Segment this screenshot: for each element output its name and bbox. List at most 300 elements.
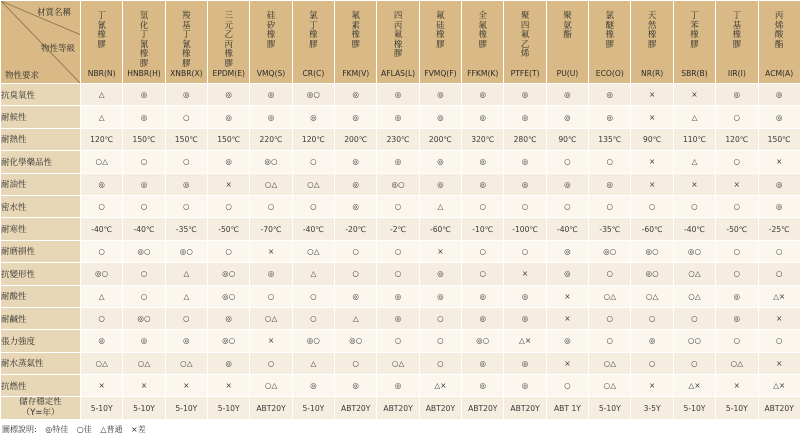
table-cell: ◎○ (208, 285, 250, 307)
table-cell: ○ (546, 195, 588, 217)
table-cell: ○ (462, 263, 504, 285)
column-header (589, 1, 631, 84)
table-cell: ◎ (335, 375, 377, 397)
table-cell: × (673, 84, 715, 106)
table-cell: ABT20Y (335, 397, 377, 420)
table-cell: ○ (462, 240, 504, 262)
table-cell: ◎ (589, 173, 631, 195)
table-cell: △× (673, 375, 715, 397)
table-cell: ○△ (250, 307, 292, 329)
table-cell: ◎ (335, 151, 377, 173)
table-cell: 200℃ (419, 128, 461, 150)
table-cell: ◎ (81, 173, 123, 195)
table-cell: ◎ (758, 195, 800, 217)
table-cell: ◎○ (631, 263, 673, 285)
table-cell: ◎○ (208, 330, 250, 352)
table-cell: ◎○ (462, 330, 504, 352)
table-cell: 120℃ (292, 128, 334, 150)
table-cell: ○ (589, 307, 631, 329)
table-cell: ○△ (123, 352, 165, 374)
table-cell: ◎ (335, 84, 377, 106)
table-cell: ○ (419, 330, 461, 352)
column-header (462, 1, 504, 84)
table-cell: ◎ (716, 307, 758, 329)
column-code: PTFE(T) (510, 69, 540, 78)
table-cell: ◎ (419, 151, 461, 173)
table-cell: ◎○ (81, 263, 123, 285)
table-cell: × (673, 173, 715, 195)
table-cell: ◎ (504, 84, 546, 106)
table-cell: ◎○ (673, 240, 715, 262)
table-cell: △ (673, 106, 715, 128)
column-name: 氯 丁 橡 膠 (309, 11, 318, 50)
column-code: CR(C) (302, 69, 325, 78)
column-header (208, 1, 250, 84)
table-cell: ◎ (462, 307, 504, 329)
table-cell: ◎ (123, 106, 165, 128)
column-name: 羧 基 丁 氰 橡 膠 (182, 11, 191, 69)
table-cell: ABT20Y (377, 397, 419, 420)
table-cell: ○○ (673, 330, 715, 352)
table-cell: ○△ (631, 285, 673, 307)
table-cell: ○ (377, 240, 419, 262)
table-cell: × (546, 307, 588, 329)
column-name: 全 氟 橡 膠 (478, 11, 488, 50)
table-row (1, 173, 800, 195)
table-cell: × (165, 375, 207, 397)
table-cell: △ (419, 195, 461, 217)
table-cell: ◎ (165, 84, 207, 106)
table-cell: ABT20Y (462, 397, 504, 420)
table-cell: ◎ (504, 375, 546, 397)
column-code: HNBR(H) (127, 69, 161, 78)
column-name: 丁 氰 橡 膠 (97, 11, 106, 50)
table-cell: ◎ (250, 263, 292, 285)
table-cell: -100℃ (504, 218, 546, 240)
table-row (1, 128, 800, 150)
column-name: 硅 矽 橡 膠 (266, 11, 276, 50)
column-header (716, 1, 758, 84)
table-cell: × (81, 375, 123, 397)
column-header (335, 1, 377, 84)
table-cell: △ (165, 285, 207, 307)
table-cell: × (631, 173, 673, 195)
table-cell: ○△ (292, 173, 334, 195)
table-cell: ○ (589, 330, 631, 352)
table-cell: ○ (673, 195, 715, 217)
table-cell: ◎○ (123, 307, 165, 329)
table-cell: × (546, 285, 588, 307)
table-cell: ○ (589, 195, 631, 217)
table-cell: × (631, 151, 673, 173)
table-cell: △ (81, 106, 123, 128)
column-name: 氯 醚 橡 膠 (605, 11, 615, 50)
row-label: 耐酸性 (1, 285, 81, 307)
table-cell: -40℃ (81, 218, 123, 240)
table-cell: × (631, 375, 673, 397)
table-cell: × (123, 375, 165, 397)
column-code: NR(R) (641, 69, 664, 78)
table-cell: ◎ (758, 173, 800, 195)
table-cell: 150℃ (165, 128, 207, 150)
table-cell: ○△ (673, 263, 715, 285)
table-cell: -60℃ (631, 218, 673, 240)
table-cell: × (419, 240, 461, 262)
table-cell: ○ (123, 151, 165, 173)
table-cell: -40℃ (546, 218, 588, 240)
corner-properties-label: 物性要求 (5, 71, 40, 81)
table-cell: × (716, 173, 758, 195)
header-row (1, 1, 800, 84)
table-cell: ○ (292, 195, 334, 217)
legend (2, 424, 152, 435)
table-cell: ○ (673, 307, 715, 329)
table-cell: ○ (716, 151, 758, 173)
table-cell: △× (504, 330, 546, 352)
table-cell: 90℃ (546, 128, 588, 150)
column-code: VMQ(S) (256, 69, 286, 78)
table-cell: ◎ (462, 84, 504, 106)
table-cell: ABT 1Y (546, 397, 588, 420)
table-cell: ◎ (208, 151, 250, 173)
column-header (419, 1, 461, 84)
row-label: 抗燃性 (1, 375, 81, 397)
table-cell: ◎ (123, 173, 165, 195)
table-cell: ○ (250, 352, 292, 374)
table-cell: × (631, 84, 673, 106)
column-code: NBR(N) (87, 69, 116, 78)
table-cell: × (504, 263, 546, 285)
column-header (631, 1, 673, 84)
table-cell: ○ (123, 195, 165, 217)
table-cell: 5-10Y (589, 397, 631, 420)
column-code: EPDM(E) (212, 69, 245, 78)
table-cell: ◎ (123, 84, 165, 106)
table-cell: ◎ (292, 106, 334, 128)
table-cell: 120℃ (81, 128, 123, 150)
table-cell: ◎○ (292, 84, 334, 106)
row-label: 耐化學藥品性 (1, 151, 81, 173)
table-cell: 320℃ (462, 128, 504, 150)
row-label: 儲存穩定性 （Y=年） (1, 397, 81, 420)
table-cell: ○ (335, 352, 377, 374)
legend-item-poor: ×差 (131, 425, 146, 434)
table-cell: ◎ (631, 330, 673, 352)
table-cell: ○△ (673, 285, 715, 307)
table-cell: -40℃ (673, 218, 715, 240)
table-cell: ◎○ (208, 263, 250, 285)
table-cell: ○ (165, 151, 207, 173)
table-cell: ○ (546, 375, 588, 397)
table-cell: ◎ (419, 285, 461, 307)
table-cell: ○△ (589, 352, 631, 374)
table-cell: ◎ (462, 106, 504, 128)
table-cell: ○ (546, 151, 588, 173)
column-name: 丁 基 橡 膠 (732, 11, 742, 50)
table-cell: 5-10Y (123, 397, 165, 420)
table-cell: ○△ (81, 352, 123, 374)
row-label: 抗臭氧性 (1, 84, 81, 106)
table-cell: ◎○ (292, 330, 334, 352)
table-cell: ◎ (504, 307, 546, 329)
row-label: 張力強度 (1, 330, 81, 352)
table-cell: ◎○ (165, 240, 207, 262)
table-cell: ◎ (758, 84, 800, 106)
table-cell: ABT20Y (504, 397, 546, 420)
table-cell: -50℃ (716, 218, 758, 240)
table-cell: ◎ (335, 106, 377, 128)
table-cell: ◎ (81, 330, 123, 352)
legend-item-excellent: ◎特佳 (45, 425, 69, 434)
table-cell: ◎ (504, 173, 546, 195)
corner-cell (1, 1, 81, 84)
table-cell: ◎ (546, 240, 588, 262)
table-cell: ○ (335, 263, 377, 285)
table-cell: ◎ (504, 106, 546, 128)
row-label: 抗變形性 (1, 263, 81, 285)
table-cell: ◎ (419, 106, 461, 128)
corner-grade-label: 物性等級 (41, 44, 76, 54)
table-cell: △ (165, 263, 207, 285)
table-cell: ◎ (208, 106, 250, 128)
table-cell: ○ (292, 151, 334, 173)
table-cell: 3-5Y (631, 397, 673, 420)
table-cell: ○ (631, 352, 673, 374)
table-cell: ○ (165, 106, 207, 128)
table-cell: ◎ (165, 173, 207, 195)
column-code: ECO(O) (595, 69, 624, 78)
table-cell: ◎ (419, 84, 461, 106)
table-cell: ◎ (292, 375, 334, 397)
row-label: 耐磨損性 (1, 240, 81, 262)
table-cell: ○ (377, 263, 419, 285)
table-cell: ◎ (546, 84, 588, 106)
table-cell: ◎ (377, 151, 419, 173)
table-cell: 150℃ (123, 128, 165, 150)
column-header (377, 1, 419, 84)
table-cell: ◎○ (589, 240, 631, 262)
table-cell: ◎ (335, 173, 377, 195)
row-label: 耐水蒸氣性 (1, 352, 81, 374)
table-row (1, 84, 800, 106)
column-header (673, 1, 715, 84)
table-cell: ○ (631, 307, 673, 329)
table-row (1, 397, 800, 420)
column-code: AFLAS(L) (381, 69, 416, 78)
table-cell: ○ (123, 285, 165, 307)
table-cell: ◎ (462, 151, 504, 173)
table-cell: ○ (716, 106, 758, 128)
table-cell: ◎ (758, 106, 800, 128)
table-cell: △ (81, 84, 123, 106)
row-label: 耐熱性 (1, 128, 81, 150)
table-cell: ○△ (81, 151, 123, 173)
row-label: 耐鹹性 (1, 307, 81, 329)
table-cell: ○△ (377, 352, 419, 374)
table-cell: ◎○ (631, 240, 673, 262)
table-cell: ◎ (377, 375, 419, 397)
table-cell: ○ (250, 195, 292, 217)
table-cell: △ (81, 285, 123, 307)
table-cell: ◎ (377, 307, 419, 329)
table-cell: ◎ (504, 352, 546, 374)
table-cell: 5-10Y (716, 397, 758, 420)
table-cell: 200℃ (335, 128, 377, 150)
table-cell: ○ (589, 263, 631, 285)
table-cell: ◎○ (377, 173, 419, 195)
legend-title: 圖標說明: (2, 425, 37, 434)
table-cell: × (546, 352, 588, 374)
table-cell: ○ (716, 240, 758, 262)
table-cell: -35℃ (165, 218, 207, 240)
table-cell: -70℃ (250, 218, 292, 240)
table-row (1, 218, 800, 240)
table-cell: 135℃ (589, 128, 631, 150)
table-cell: ◎ (165, 330, 207, 352)
table-cell: 5-10Y (292, 397, 334, 420)
table-cell: × (250, 240, 292, 262)
table-cell: ○ (758, 330, 800, 352)
table-cell: ◎ (546, 263, 588, 285)
table-cell: ◎ (589, 84, 631, 106)
table-cell: × (758, 151, 800, 173)
table-cell: ○ (504, 195, 546, 217)
column-name: 聚 氨 酯 (563, 11, 572, 41)
table-row (1, 352, 800, 374)
table-cell: ◎ (462, 173, 504, 195)
column-name: 三 元 乙 丙 橡 膠 (224, 11, 233, 69)
table-cell: ○ (250, 285, 292, 307)
table-cell: ○ (208, 195, 250, 217)
table-cell: ○ (208, 240, 250, 262)
table-cell: △× (758, 375, 800, 397)
table-cell: -40℃ (292, 218, 334, 240)
table-cell: 150℃ (208, 128, 250, 150)
table-cell: 110℃ (673, 128, 715, 150)
table-cell: ○ (81, 307, 123, 329)
table-cell: × (716, 375, 758, 397)
table-cell: △ (673, 151, 715, 173)
table-cell: ○ (165, 307, 207, 329)
column-name: 聚 四 氟 乙 烯 (520, 11, 530, 60)
table-cell: -50℃ (208, 218, 250, 240)
table-cell: ○ (716, 330, 758, 352)
table-row (1, 307, 800, 329)
table-cell: ABT20Y (419, 397, 461, 420)
table-cell: ○△ (250, 375, 292, 397)
table-cell: △× (419, 375, 461, 397)
table-cell: ◎ (208, 307, 250, 329)
table-cell: ◎ (250, 84, 292, 106)
table-cell: ◎ (462, 352, 504, 374)
column-code: SBR(B) (681, 69, 708, 78)
column-name: 氟 素 橡 膠 (351, 11, 360, 50)
table-cell: 280℃ (504, 128, 546, 150)
table-cell: ◎○ (335, 330, 377, 352)
table-cell: ○ (462, 195, 504, 217)
table-cell: ABT20Y (758, 397, 800, 420)
column-name: 四 丙 氟 橡 膠 (393, 11, 403, 60)
table-cell: ○△ (165, 352, 207, 374)
table-row (1, 240, 800, 262)
table-cell: × (758, 307, 800, 329)
row-label: 耐寒性 (1, 218, 81, 240)
table-cell: ○ (377, 195, 419, 217)
table-cell: × (208, 375, 250, 397)
table-cell: ○ (292, 307, 334, 329)
table-cell: 5-10Y (208, 397, 250, 420)
column-header (165, 1, 207, 84)
table-cell: ◎ (377, 285, 419, 307)
table-cell: -60℃ (419, 218, 461, 240)
table-cell: -25℃ (758, 218, 800, 240)
table-cell: ◎ (504, 151, 546, 173)
table-cell: -10℃ (462, 218, 504, 240)
table-cell: × (631, 106, 673, 128)
table-cell: ○ (81, 240, 123, 262)
table-cell: ○ (589, 151, 631, 173)
column-name: 丙 烯 酸 酯 (774, 11, 784, 50)
table-cell: ◎ (419, 263, 461, 285)
table-row (1, 330, 800, 352)
table-cell: ◎ (208, 352, 250, 374)
table-cell: 150℃ (758, 128, 800, 150)
table-cell: ◎ (335, 285, 377, 307)
column-name: 氟 硅 橡 膠 (436, 11, 445, 50)
table-cell: ◎ (546, 330, 588, 352)
column-name: 丁 苯 橡 膠 (690, 11, 699, 50)
table-cell: ○△ (589, 375, 631, 397)
table-cell: ○ (377, 330, 419, 352)
column-code: PU(U) (556, 69, 579, 78)
table-cell: ○ (758, 240, 800, 262)
table-cell: ◎○ (123, 240, 165, 262)
table-cell: -35℃ (589, 218, 631, 240)
table-cell: ◎ (250, 106, 292, 128)
table-cell: -20℃ (335, 218, 377, 240)
table-row (1, 106, 800, 128)
table-cell: ◎ (335, 195, 377, 217)
table-cell: -40℃ (123, 218, 165, 240)
column-code: FVMQ(F) (424, 69, 457, 78)
table-cell: ◎ (462, 375, 504, 397)
table-cell: ◎ (546, 173, 588, 195)
column-header (292, 1, 334, 84)
legend-item-fair: △普通 (100, 425, 123, 434)
table-cell: ○ (673, 352, 715, 374)
table-cell: ◎ (546, 106, 588, 128)
table-cell: × (250, 330, 292, 352)
column-header (546, 1, 588, 84)
column-header (504, 1, 546, 84)
column-name: 氫 化 丁 氰 橡 膠 (139, 11, 149, 69)
table-cell: 230℃ (377, 128, 419, 150)
table-cell: ◎ (504, 285, 546, 307)
table-cell: △ (292, 263, 334, 285)
column-header (758, 1, 800, 84)
table-row (1, 195, 800, 217)
table-cell: 220℃ (250, 128, 292, 150)
table-cell: ○ (504, 240, 546, 262)
table-row (1, 375, 800, 397)
table-cell: 5-10Y (165, 397, 207, 420)
column-name: 天 然 橡 膠 (647, 11, 657, 50)
table-cell: ABT20Y (250, 397, 292, 420)
column-code: IIR(I) (727, 69, 746, 78)
table-cell: ◎ (589, 106, 631, 128)
table-row (1, 263, 800, 285)
table-cell: 90℃ (631, 128, 673, 150)
